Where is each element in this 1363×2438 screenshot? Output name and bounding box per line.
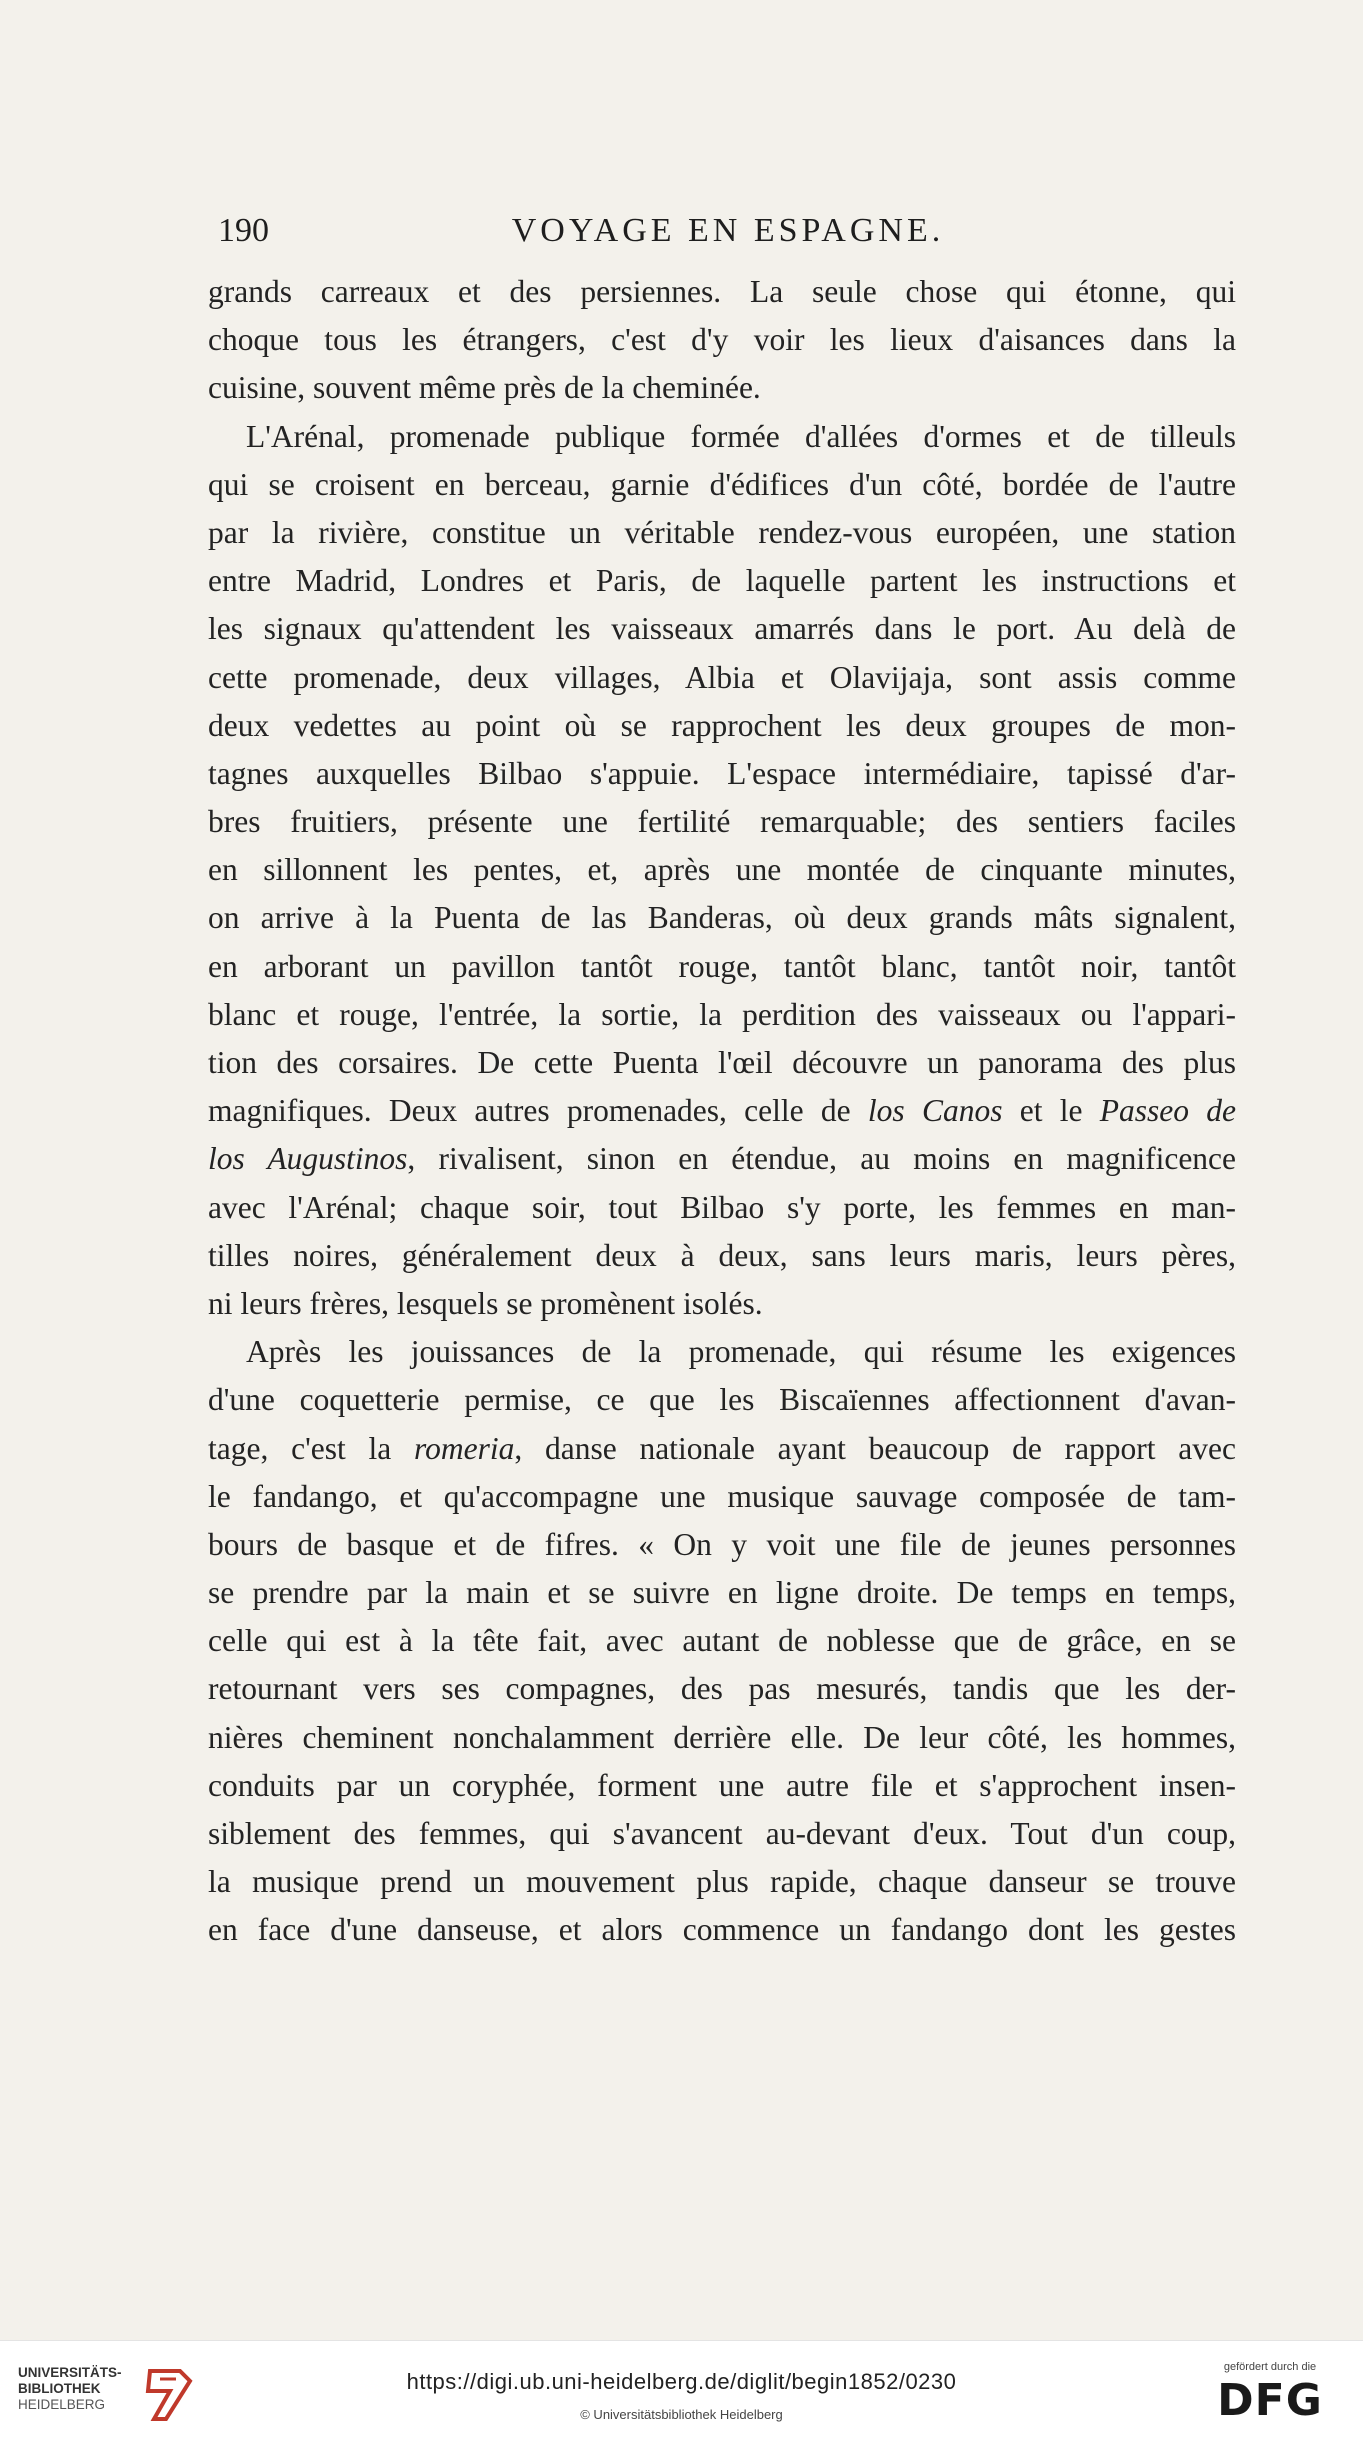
text-line: L'Arénal, promenade publique formée d'allées d'ormes et de tilleuls <box>246 418 1236 454</box>
viewer-footer <box>0 2340 1363 2438</box>
text-line: Après les jouissances de la promenade, qui résume les exigences <box>246 1334 1236 1370</box>
text-line: los Augustinos, rivalisent, sinon en étendue, au moins en magnificence <box>208 1141 1237 1177</box>
funding-caption: gefördert durch die <box>1223 2361 1317 2373</box>
library-name-line: UNIVERSITÄTS- <box>18 2365 122 2380</box>
text-line: en arborant un pavillon tantôt rouge, tantôt blanc, tantôt noir, tantôt <box>208 948 1236 984</box>
funder-logo[interactable] <box>1205 2361 1335 2431</box>
text-line: en sillonnent les pentes, et, après une montée de cinquante minutes, <box>208 852 1236 888</box>
page-title: VOYAGE EN ESPAGNE. <box>511 212 945 249</box>
text-line: par la rivière, constitue un véritable rendez-vous européen, une station <box>208 514 1236 550</box>
page-number: 190 <box>218 212 269 249</box>
text-line: nières cheminent nonchalamment derrière elle. De leur côté, les hommes, <box>208 1719 1236 1755</box>
text-line: tage, c'est la romeria, danse nationale ayant beaucoup de rapport avec <box>208 1430 1236 1466</box>
text-line: bres fruitiers, présente une fertilité remarquable; des sentiers faciles <box>208 804 1236 840</box>
dfg-logo-icon: DFG <box>1217 2375 1323 2426</box>
text-line: tagnes auxquelles Bilbao s'appuie. L'espace intermédiaire, tapissé d'ar- <box>208 755 1236 791</box>
text-line: le fandango, et qu'accompagne une musique sauvage composée de tam- <box>208 1478 1236 1514</box>
text-line: deux vedettes au point où se rapprochent les deux groupes de mon- <box>208 707 1236 743</box>
text-line: se prendre par la main et se suivre en ligne droite. De temps en temps, <box>208 1575 1236 1611</box>
text-line: entre Madrid, Londres et Paris, de laquelle partent les instructions et <box>208 563 1236 599</box>
text-line: choque tous les étrangers, c'est d'y voir les lieux d'aisances dans la <box>208 322 1236 358</box>
text-line: magnifiques. Deux autres promenades, celle de los Canos et le Passeo de <box>208 1093 1237 1129</box>
text-line: on arrive à la Puenta de las Banderas, où deux grands mâts signalent, <box>208 900 1236 936</box>
text-line: conduits par un coryphée, forment une autre file et s'approchent insen- <box>208 1767 1236 1803</box>
text-line: grands carreaux et des persiennes. La seule chose qui étonne, qui <box>208 274 1236 309</box>
text-line: retournant vers ses compagnes, des pas mesurés, tandis que les der- <box>208 1671 1236 1707</box>
running-head <box>218 212 1238 262</box>
text-line: ni leurs frères, lesquels se promènent isolés. <box>208 1285 763 1321</box>
text-line: la musique prend un mouvement plus rapide, chaque danseur se trouve <box>208 1864 1236 1900</box>
text-line: siblement des femmes, qui s'avancent au-devant d'eux. Tout d'un coup, <box>208 1816 1236 1851</box>
text-line: tion des corsaires. De cette Puenta l'œil découvre un panorama des plus <box>208 1045 1236 1080</box>
text-line: cette promenade, deux villages, Albia et Olavijaja, sont assis comme <box>208 659 1236 695</box>
text-line: en face d'une danseuse, et alors commence un fandango dont les gestes <box>208 1912 1236 1948</box>
text-line: cuisine, souvent même près de la cheminée. <box>208 370 761 406</box>
text-line: blanc et rouge, l'entrée, la sortie, la perdition des vaisseaux ou l'appari- <box>208 996 1236 1032</box>
library-name-line: HEIDELBERG <box>18 2397 106 2412</box>
copyright-notice: © Universitätsbibliothek Heidelberg <box>580 2407 783 2422</box>
text-line: avec l'Arénal; chaque soir, tout Bilbao s'y porte, les femmes en man- <box>208 1189 1236 1225</box>
text-line: les signaux qu'attendent les vaisseaux amarrés dans le port. Au delà de <box>208 611 1236 647</box>
text-line: celle qui est à la tête fait, avec autant de noblesse que de grâce, en se <box>208 1623 1236 1659</box>
permalink-url[interactable]: https://digi.ub.uni-heidelberg.de/diglit/begin1852/0230 <box>406 2369 957 2394</box>
text-line: qui se croisent en berceau, garnie d'édifices d'un côté, bordée de l'autre <box>208 466 1236 502</box>
body-text <box>208 268 1236 1955</box>
text-line: d'une coquetterie permise, ce que les Biscaïennes affectionnent d'avan- <box>208 1382 1236 1418</box>
library-name-line: BIBLIOTHEK <box>18 2381 101 2396</box>
text-line: bours de basque et de fifres. « On y voit une file de jeunes personnes <box>208 1526 1236 1562</box>
text-line: tilles noires, généralement deux à deux, sans leurs maris, leurs pères, <box>208 1237 1236 1273</box>
